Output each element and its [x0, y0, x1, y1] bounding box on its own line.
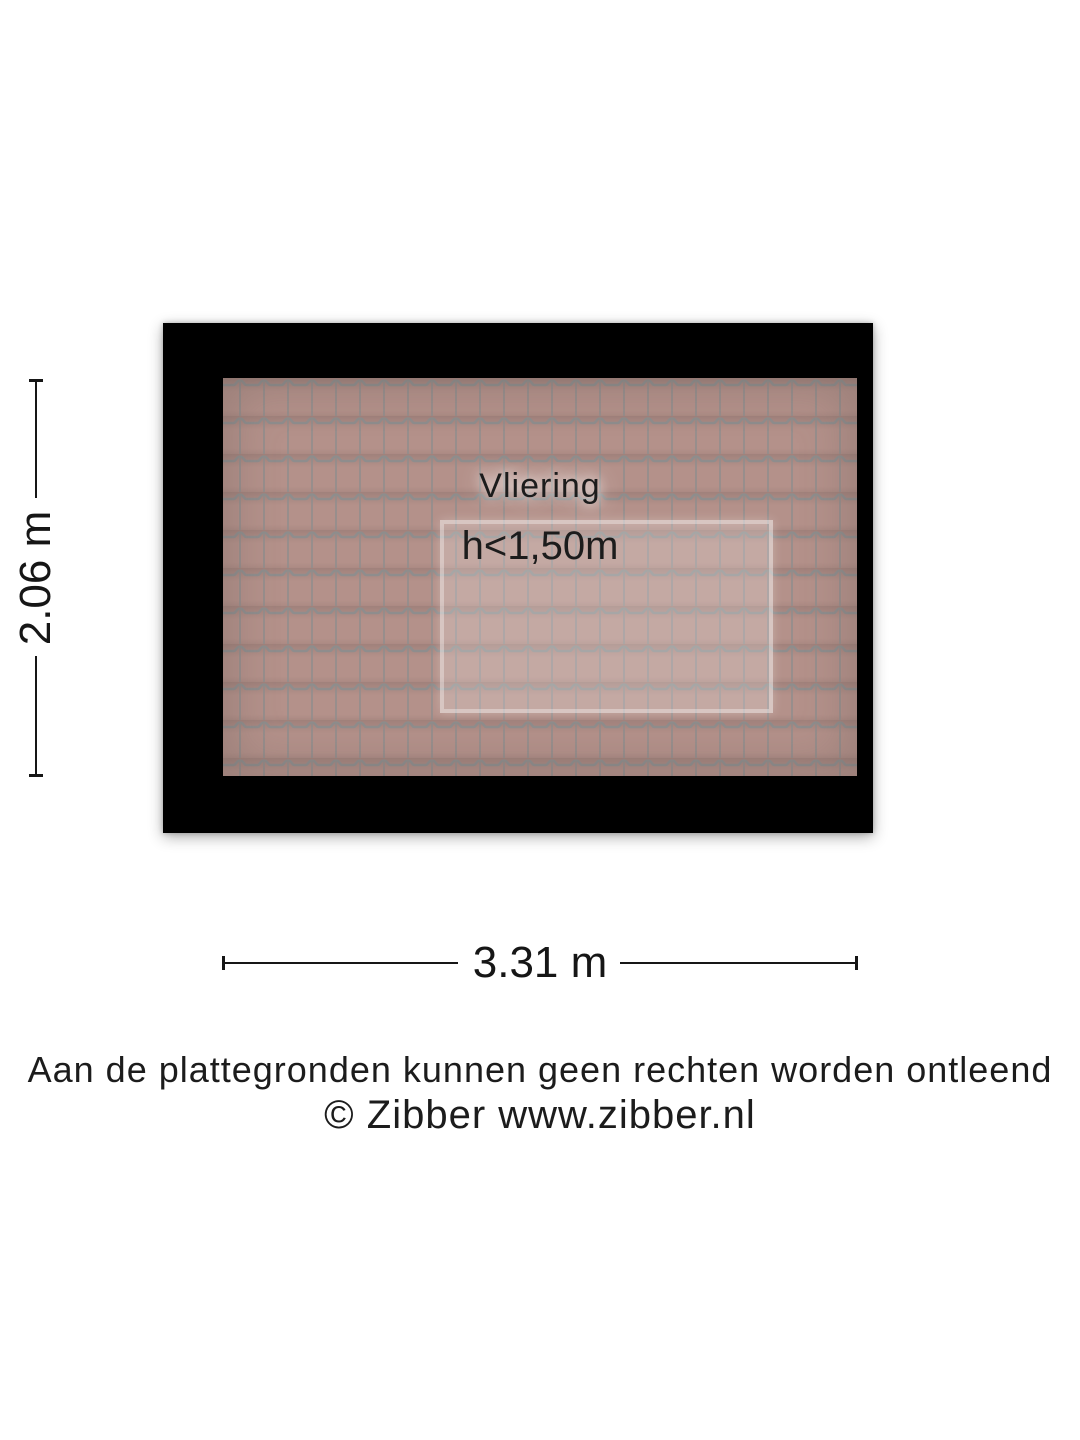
copyright-text: © Zibber www.zibber.nl [324, 1093, 756, 1137]
height-restriction-label [223, 522, 857, 570]
disclaimer-text: Aan de plattegronden kunnen geen rechten worden ontleend [27, 1049, 1053, 1090]
horizontal-dimension-label: 3.31 m [472, 938, 608, 987]
floorplan-frame [163, 323, 873, 833]
dimension-line-segment [35, 656, 37, 776]
dimension-cap-right [855, 956, 858, 970]
dimension-line-segment [620, 962, 857, 964]
room-label [223, 466, 857, 506]
footer [0, 1048, 1080, 1138]
height-restriction-text: h<1,50m [461, 524, 619, 568]
room-label-text: Vliering [479, 467, 601, 505]
dimension-line-segment [223, 962, 458, 964]
vertical-dimension-label: 2.06 m [11, 510, 60, 646]
dimension-line-segment [35, 380, 37, 498]
roof-tile-area [223, 378, 857, 776]
dimension-cap-bottom [29, 774, 43, 777]
